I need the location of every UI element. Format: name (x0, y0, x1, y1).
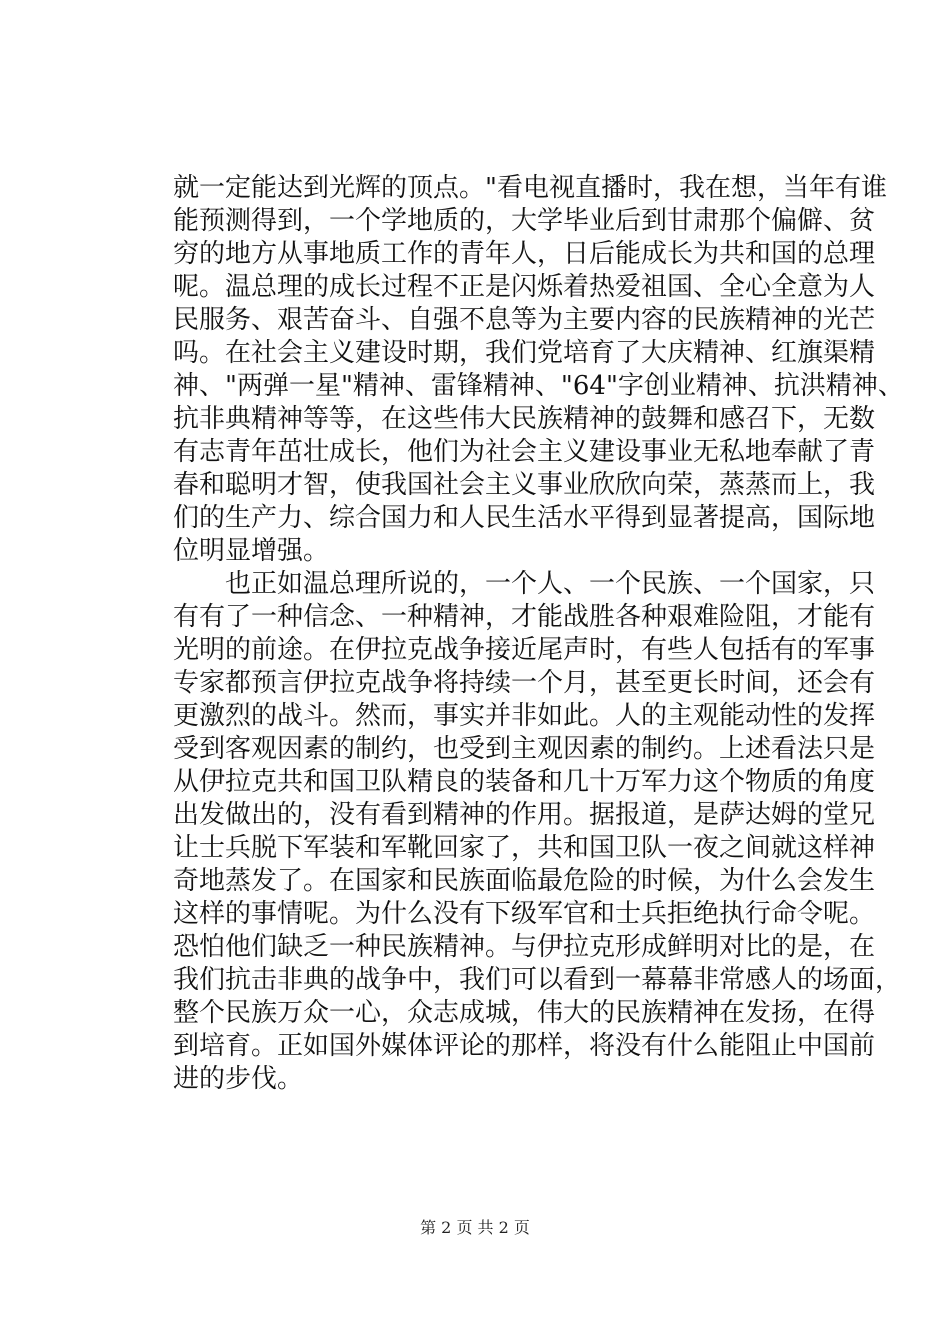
text-line: 吗。在社会主义建设时期，我们党培育了大庆精神、红旗渠精 (173, 338, 876, 368)
text-line: 春和聪明才智，使我国社会主义事业欣欣向荣，蒸蒸而上，我 (173, 470, 876, 500)
text-line: 就一定能达到光辉的顶点。"看电视直播时，我在想，当年有谁 (173, 173, 887, 203)
text-line: 受到客观因素的制约，也受到主观因素的制约。上述看法只是 (173, 734, 876, 764)
body-text (173, 172, 904, 1096)
text-line: 从伊拉克共和国卫队精良的装备和几十万军力这个物质的角度 (173, 767, 876, 797)
text-line: 也正如温总理所说的，一个人、一个民族、一个国家，只 (173, 569, 876, 599)
text-line: 这样的事情呢。为什么没有下级军官和士兵拒绝执行命令呢。 (173, 899, 876, 929)
text-line: 光明的前途。在伊拉克战争接近尾声时，有些人包括有的军事 (173, 635, 876, 665)
text-line: 奇地蒸发了。在国家和民族面临最危险的时候，为什么会发生 (173, 866, 876, 896)
text-line: 进的步伐。 (173, 1064, 304, 1094)
text-line: 呢。温总理的成长过程不正是闪烁着热爱祖国、全心全意为人 (173, 272, 876, 302)
page-number: 第 2 页 共 2 页 (420, 1218, 530, 1237)
text-line: 更激烈的战斗。然而，事实并非如此。人的主观能动性的发挥 (173, 701, 876, 731)
text-line: 神、"两弹一星"精神、雷锋精神、"64"字创业精神、抗洪精神、 (173, 371, 904, 401)
text-line: 恐怕他们缺乏一种民族精神。与伊拉克形成鲜明对比的是，在 (173, 932, 876, 962)
text-line: 我们抗击非典的战争中，我们可以看到一幕幕非常感人的场面， (173, 965, 902, 995)
text-line: 位明显增强。 (173, 536, 330, 566)
text-line: 有有了一种信念、一种精神，才能战胜各种艰难险阻，才能有 (173, 602, 876, 632)
text-line: 有志青年茁壮成长，他们为社会主义建设事业无私地奉献了青 (173, 437, 876, 467)
page-footer (0, 1217, 950, 1239)
text-line: 到培育。正如国外媒体评论的那样，将没有什么能阻止中国前 (173, 1031, 876, 1061)
text-line: 让士兵脱下军装和军靴回家了，共和国卫队一夜之间就这样神 (173, 833, 876, 863)
text-line: 出发做出的，没有看到精神的作用。据报道，是萨达姆的堂兄 (173, 800, 876, 830)
text-line: 抗非典精神等等，在这些伟大民族精神的鼓舞和感召下，无数 (173, 404, 876, 434)
text-line: 专家都预言伊拉克战争将持续一个月，甚至更长时间，还会有 (173, 668, 876, 698)
text-line: 们的生产力、综合国力和人民生活水平得到显著提高，国际地 (173, 503, 876, 533)
text-line: 穷的地方从事地质工作的青年人，日后能成长为共和国的总理 (173, 239, 876, 269)
text-line: 能预测得到，一个学地质的，大学毕业后到甘肃那个偏僻、贫 (173, 206, 876, 236)
text-line: 民服务、艰苦奋斗、自强不息等为主要内容的民族精神的光芒 (173, 305, 876, 335)
text-line: 整个民族万众一心，众志成城，伟大的民族精神在发扬，在得 (173, 998, 876, 1028)
